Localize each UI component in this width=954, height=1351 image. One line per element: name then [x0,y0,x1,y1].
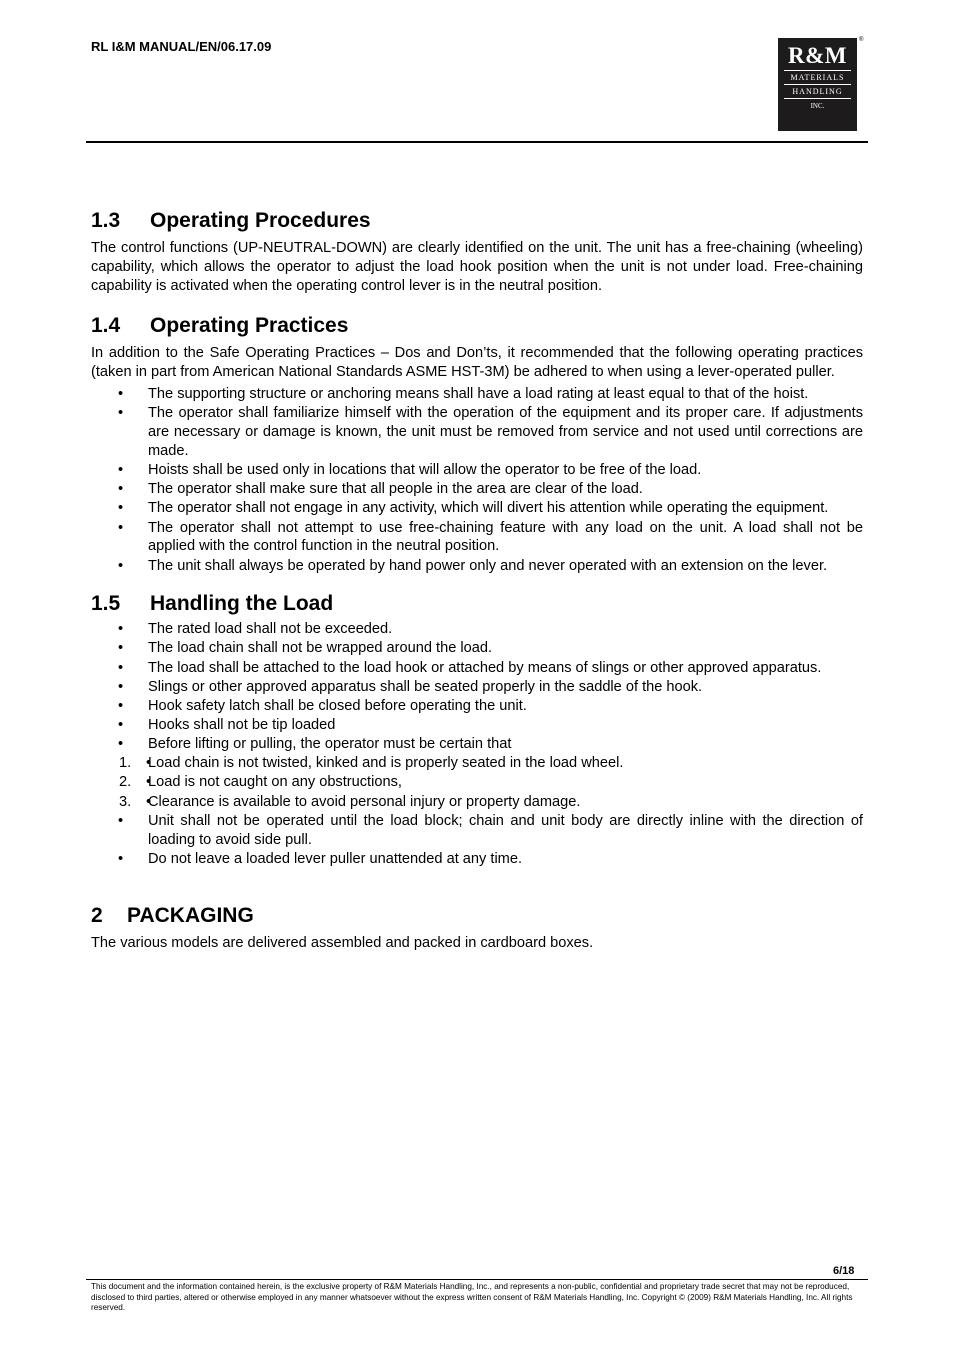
section-1-4 [91,310,863,575]
logo-mark: R&M [788,43,847,68]
page-content [91,205,863,952]
logo-line-2: HANDLING [792,87,843,96]
footer-disclaimer: This document and the information contained herein, is the exclusive property of R&M Materials Handling, Inc., and represents a non-public, confidential and proprietary trade secret that may not be reproduced, disclosed to third parties, altered or otherwise employed in any manner whatsoever without the express written consent of R&M Materials Handling, Inc. Copyright © (2009) R&M Materials Handling, Inc. All rights reserved. [91,1282,853,1313]
list-item-text: Before lifting or pulling, the operator must be certain that [148,736,512,753]
footer-divider [86,1279,868,1280]
section-number: 1.4 [91,314,121,338]
list-item: • Hook safety latch shall be closed before operating the unit. [91,697,863,716]
section-1-3 [91,205,863,295]
section-number: 1.3 [91,209,121,232]
logo-rule [784,84,851,85]
list-item: • The rated load shall not be exceeded. [91,620,863,639]
list-item: • Slings or other approved apparatus shall be seated properly in the saddle of the hook. [91,678,863,697]
document-code: RL I&M MANUAL/EN/06.17.09 [91,39,272,54]
list-item: • The unit shall always be operated by hand power only and never operated with an extension on the lever. [91,557,863,576]
list-item: • Hooks shall not be tip loaded [91,716,863,735]
sublist-number: • 2. [119,774,132,791]
chapter-title: PACKAGING [127,903,254,927]
section-heading [91,588,863,620]
list-item: • The supporting structure or anchoring means shall have a load rating at least equal to that of the hoist. [91,385,863,404]
logo-rule [784,70,851,71]
list-item: • The load shall be attached to the load hook or attached by means of slings or other approved apparatus. [91,659,863,678]
chapter-number: 2 [91,903,103,927]
registered-mark: ® [859,37,864,43]
sublist-item [119,793,863,812]
section-paragraph: In addition to the Safe Operating Practices – Dos and Don’ts, it recommended that the following operating practices (taken in part from American National Standards ASME HST-3M) be adhered to when using a lever-operated puller. [91,345,863,381]
section-heading [91,310,863,342]
list-item: • Unit shall not be operated until the load block; chain and unit body are directly inline with the direction of loading to avoid side pull. [91,812,863,850]
section-title: Handling the Load [150,592,334,616]
logo-line-3: INC. [810,102,825,110]
chapter-heading [91,900,863,932]
list-item: • The operator shall not attempt to use free-chaining feature with any load on the unit. A load shall not be applied with the control function in the neutral position. [91,519,863,557]
section-paragraph: The various models are delivered assembled and packed in cardboard boxes. [91,934,594,951]
sublist-text: Load chain is not twisted, kinked and is properly seated in the load wheel. [148,755,624,772]
sublist-item [119,754,863,773]
sublist-number: • 3. [119,793,132,810]
list-item: • The load chain shall not be wrapped around the load. [91,639,863,658]
logo-line-1: MATERIALS [790,73,845,82]
page-number: 6/18 [833,1265,855,1277]
bullet-list [91,385,863,575]
section-heading [91,205,863,237]
sublist-text: Load is not caught on any obstructions, [148,774,402,791]
section-2 [91,900,863,953]
company-logo [778,38,857,131]
section-title: Operating Practices [150,314,349,338]
list-item: • Hoists shall be used only in locations that will allow the operator to be free of the load. [91,461,863,480]
list-item: • The operator shall familiarize himself with the operation of the equipment and its proper care. If adjustments are necessary or damage is known, the unit must be removed from service and not used until corrections are made. [91,404,863,460]
sublist-item [119,773,863,792]
sublist-number: • 1. [119,755,132,772]
list-item: • Do not leave a loaded lever puller unattended at any time. [91,850,863,869]
sublist-text: Clearance is available to avoid personal injury or property damage. [148,793,581,810]
numbered-sublist [119,754,863,811]
section-number: 1.5 [91,592,121,616]
list-item: • The operator shall not engage in any activity, which will divert his attention while operating the equipment. [91,499,863,518]
list-item [91,735,863,811]
bullet-list [91,620,863,868]
logo-rule [784,98,851,99]
section-1-5 [91,588,863,868]
section-paragraph: The control functions (UP-NEUTRAL-DOWN) are clearly identified on the unit. The unit has a free-chaining (wheeling) capability, which allows the operator to adjust the load hook position when the unit is not under load. Free-chaining capability is activated when the operating control lever is in the neutral position. [91,240,863,294]
header-divider [86,141,868,143]
list-item: • The operator shall make sure that all people in the area are clear of the load. [91,480,863,499]
section-title: Operating Procedures [150,209,371,232]
